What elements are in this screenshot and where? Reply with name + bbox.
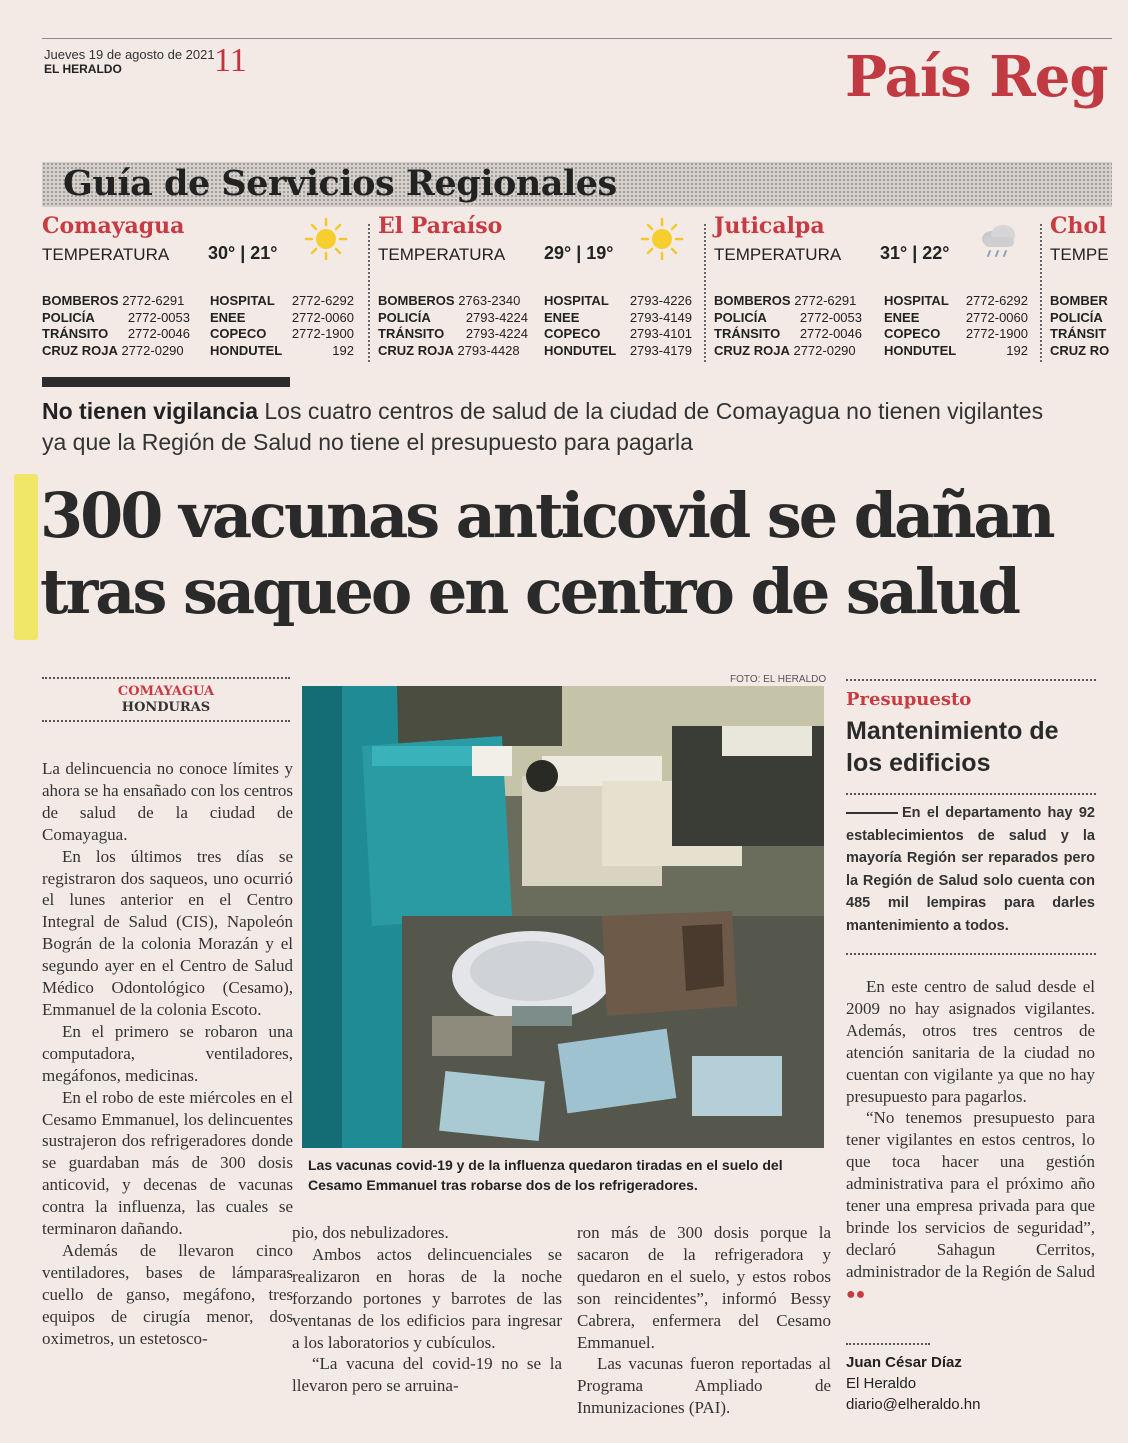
temperature-value: 31° | 22° [880, 243, 950, 263]
headline-line-2: tras saqueo en centro de salud [40, 555, 1018, 628]
kicker [42, 396, 1072, 458]
city-name: El Paraíso [378, 213, 503, 239]
service-row: BOMBEROS 2763-2340 [378, 293, 521, 308]
end-mark-icon: ●● [846, 1285, 866, 1303]
services-list-left [42, 293, 190, 359]
column-divider [704, 224, 706, 362]
article-photo [302, 686, 824, 1148]
headline-line-1: 300 vacunas anticovid se dañan [40, 479, 1053, 552]
paragraph: En el robo de este miércoles en el Cesamo Emmanuel, los delincuentes sustrajeron dos refrigeradores donde se guardaban más de 300 dosis anticovid, y decenas de vacunas contra la influenza, las cuales se terminaron dañando. [42, 1087, 293, 1239]
service-row: ENEE 2793-4149 [544, 309, 692, 325]
highlighter-mark [14, 474, 38, 640]
service-row: BOMBEROS 2772-6291 [42, 293, 185, 308]
services-list-left [1050, 293, 1109, 359]
sidebar-column [846, 976, 1095, 1306]
photo-caption: Las vacunas covid-19 y de la influenza quedaron tiradas en el suelo del Cesamo Emmanuel tras robarse dos de los refrigeradores. [308, 1157, 783, 1193]
temperature-label: TEMPE [1050, 245, 1109, 264]
guide-title: Guía de Servicios Regionales [63, 163, 617, 204]
byline-name: Juan César Díaz [846, 1354, 962, 1371]
kicker-text: Los cuatro centros de salud de la ciudad de Comayagua no tienen vigilantes ya que la Región de Salud no tiene el presupuesto para pagarla [42, 398, 1044, 455]
photo-credit: FOTO: EL HERALDO [730, 674, 827, 685]
service-row: CRUZ ROJA 2772-0290 [714, 342, 856, 358]
service-row: ENEE 2772-0060 [210, 309, 354, 325]
headline [40, 478, 1120, 630]
sidebar-rule-bottom [846, 953, 1096, 955]
service-row: HONDUTEL 192 [210, 342, 354, 358]
paragraph: En este centro de salud desde el 2009 no hay asignados vigilantes. Además, otros tres centros de atención sanitaria de la ciudad no cuentan con vigilante ya que no hay presupuesto para pagarlos. [846, 977, 1095, 1106]
dateline-city: COMAYAGUA [117, 684, 215, 699]
paragraph: En el primero se robaron una computadora, ventiladores, megáfonos, medicinas. [42, 1021, 293, 1085]
service-row: CRUZ RO [1050, 342, 1110, 358]
service-row: TRÁNSITO 2793-4224 [378, 326, 528, 341]
services-list-right [210, 293, 354, 359]
service-row: BOMBEROS 2772-6291 [714, 293, 857, 308]
service-row: HOSPITAL 2772-6292 [884, 293, 1028, 308]
services-list-right [544, 293, 692, 359]
service-row: ENEE 2772-0060 [884, 309, 1028, 325]
sun-icon [640, 217, 684, 261]
page-number: 11 [214, 42, 247, 79]
sidebar-rule-top [846, 679, 1096, 681]
dateline-rule-top [42, 677, 290, 679]
paragraph: “La vacuna del covid-19 no se la llevaron pero se arruina- [292, 1354, 562, 1396]
temperature-label: TEMPERATURA [378, 245, 506, 264]
temperature-value: 29° | 19° [544, 243, 614, 263]
byline [846, 1352, 980, 1415]
paragraph: ron más de 300 dosis porque la sacaron de la refrigeradora y quedaron en el suelo, y estos robos son reincidentes”, informó Bessy Cabrera, enfermera del Cesamo Emmanuel. [577, 1223, 831, 1352]
service-row: TRÁNSITO 2772-0046 [42, 326, 190, 341]
paragraph: “No tenemos presupuesto para tener vigilantes en estos centros, lo que toca hacer una gestión administrativa para el próximo año tener una empresa privada para que brinde los servicios de seguridad”, declaró Sahagun Cerritos, administrador de la Región de Salud ●● [846, 1108, 1095, 1303]
kicker-bar [42, 377, 290, 387]
sidebar-title: Mantenimiento de los edificios [846, 717, 1059, 777]
city-name: Comayagua [42, 213, 185, 239]
newspaper-name: EL HERALDO [44, 62, 122, 76]
services-list-left [378, 293, 528, 359]
issue-date: Jueves 19 de agosto de 2021 [44, 47, 215, 62]
paragraph: La delincuencia no conoce límites y ahora se ha ensañado con los centros de salud de la ciudad de Comayagua. [42, 759, 293, 844]
cloud-rain-icon [976, 217, 1020, 261]
service-row: POLICÍA 2772-0053 [714, 309, 862, 325]
service-row: POLICÍA 2793-4224 [378, 309, 528, 325]
city-block-cut [1050, 213, 1128, 363]
temperature-value: 30° | 21° [208, 243, 278, 263]
service-row: CRUZ ROJA 2772-0290 [42, 342, 184, 358]
sun-icon [304, 217, 348, 261]
dateline-country: HONDURAS [121, 700, 211, 715]
city-name: Chol [1050, 213, 1107, 239]
sidebar-summary [846, 802, 1095, 937]
sidebar-kicker: Presupuesto [846, 689, 972, 710]
byline-email[interactable]: diario@elheraldo.hn [846, 1396, 981, 1413]
byline-rule [846, 1343, 930, 1345]
service-row: HOSPITAL 2772-6292 [210, 293, 354, 308]
services-list-left [714, 293, 862, 359]
service-row: HONDUTEL 2793-4179 [544, 342, 692, 358]
byline-paper: El Heraldo [846, 1375, 917, 1392]
service-row: TRÁNSIT [1050, 326, 1107, 341]
sidebar-summary-text: En el departamento hay 92 establecimientos de salud y la mayoría Región ser reparados pero la Región de Salud solo cuenta con 485 mil lempiras para darles mantenimiento a todos. [846, 805, 1095, 934]
service-row: POLICÍA [1050, 309, 1103, 325]
service-row: POLICÍA 2772-0053 [42, 309, 190, 325]
service-row: COPECO 2772-1900 [210, 326, 354, 341]
top-rule [42, 38, 1112, 39]
city-block-comayagua [42, 213, 372, 363]
column-divider [1040, 224, 1042, 362]
paragraph: Las vacunas fueron reportadas al Programa Ampliado de Inmunizaciones (PAI). [577, 1354, 831, 1418]
services-list-right [884, 293, 1028, 359]
looted-clinic-photo [302, 686, 824, 1148]
article-column-2 [292, 1222, 562, 1397]
temperature-label: TEMPERATURA [42, 245, 170, 264]
service-row: BOMBER [1050, 293, 1108, 308]
kicker-lead: No tienen vigilancia [42, 398, 258, 424]
city-block-juticalpa [714, 213, 1044, 363]
sidebar-rule-mid [846, 793, 1096, 795]
paragraph: pio, dos nebulizadores. [292, 1223, 449, 1242]
paragraph: Ambos actos delincuenciales se realizaron en horas de la noche forzando portones y barrotes de las ventanas de los edificios para ingresar a los laboratorios y cubículos. [292, 1244, 562, 1352]
service-row: HONDUTEL 192 [884, 342, 1028, 358]
dateline-rule-bottom [42, 720, 290, 722]
city-name: Juticalpa [714, 213, 825, 239]
paragraph: Además de llevaron cinco ventiladores, bases de lámparas cuello de ganso, megáfono, tres equipos de cirugía menor, dos oximetros, un estetosco- [42, 1240, 293, 1348]
service-row: HOSPITAL 2793-4226 [544, 293, 692, 308]
paragraph: En los últimos tres días se registraron dos saqueos, uno ocurrió el lunes anterior en el Centro Integral de Salud (CIS), Napoleón Bográn de la colonia Morazán y el segundo ayer en el Centro de Salud Médico Odontológico (Cesamo), Emmanuel de la colonia Escoto. [42, 846, 293, 1019]
service-row: COPECO 2793-4101 [544, 326, 692, 341]
service-row: COPECO 2772-1900 [884, 326, 1028, 341]
temperature-label: TEMPERATURA [714, 245, 842, 264]
article-column-3 [577, 1222, 831, 1419]
service-row: CRUZ ROJA 2793-4428 [378, 342, 520, 358]
section-title: País Reg [845, 44, 1108, 110]
service-row: TRÁNSITO 2772-0046 [714, 326, 862, 341]
city-block-el-paraiso [378, 213, 708, 363]
column-divider [368, 224, 370, 362]
sidebar-dash [846, 812, 898, 814]
article-column-1 [42, 758, 293, 1349]
